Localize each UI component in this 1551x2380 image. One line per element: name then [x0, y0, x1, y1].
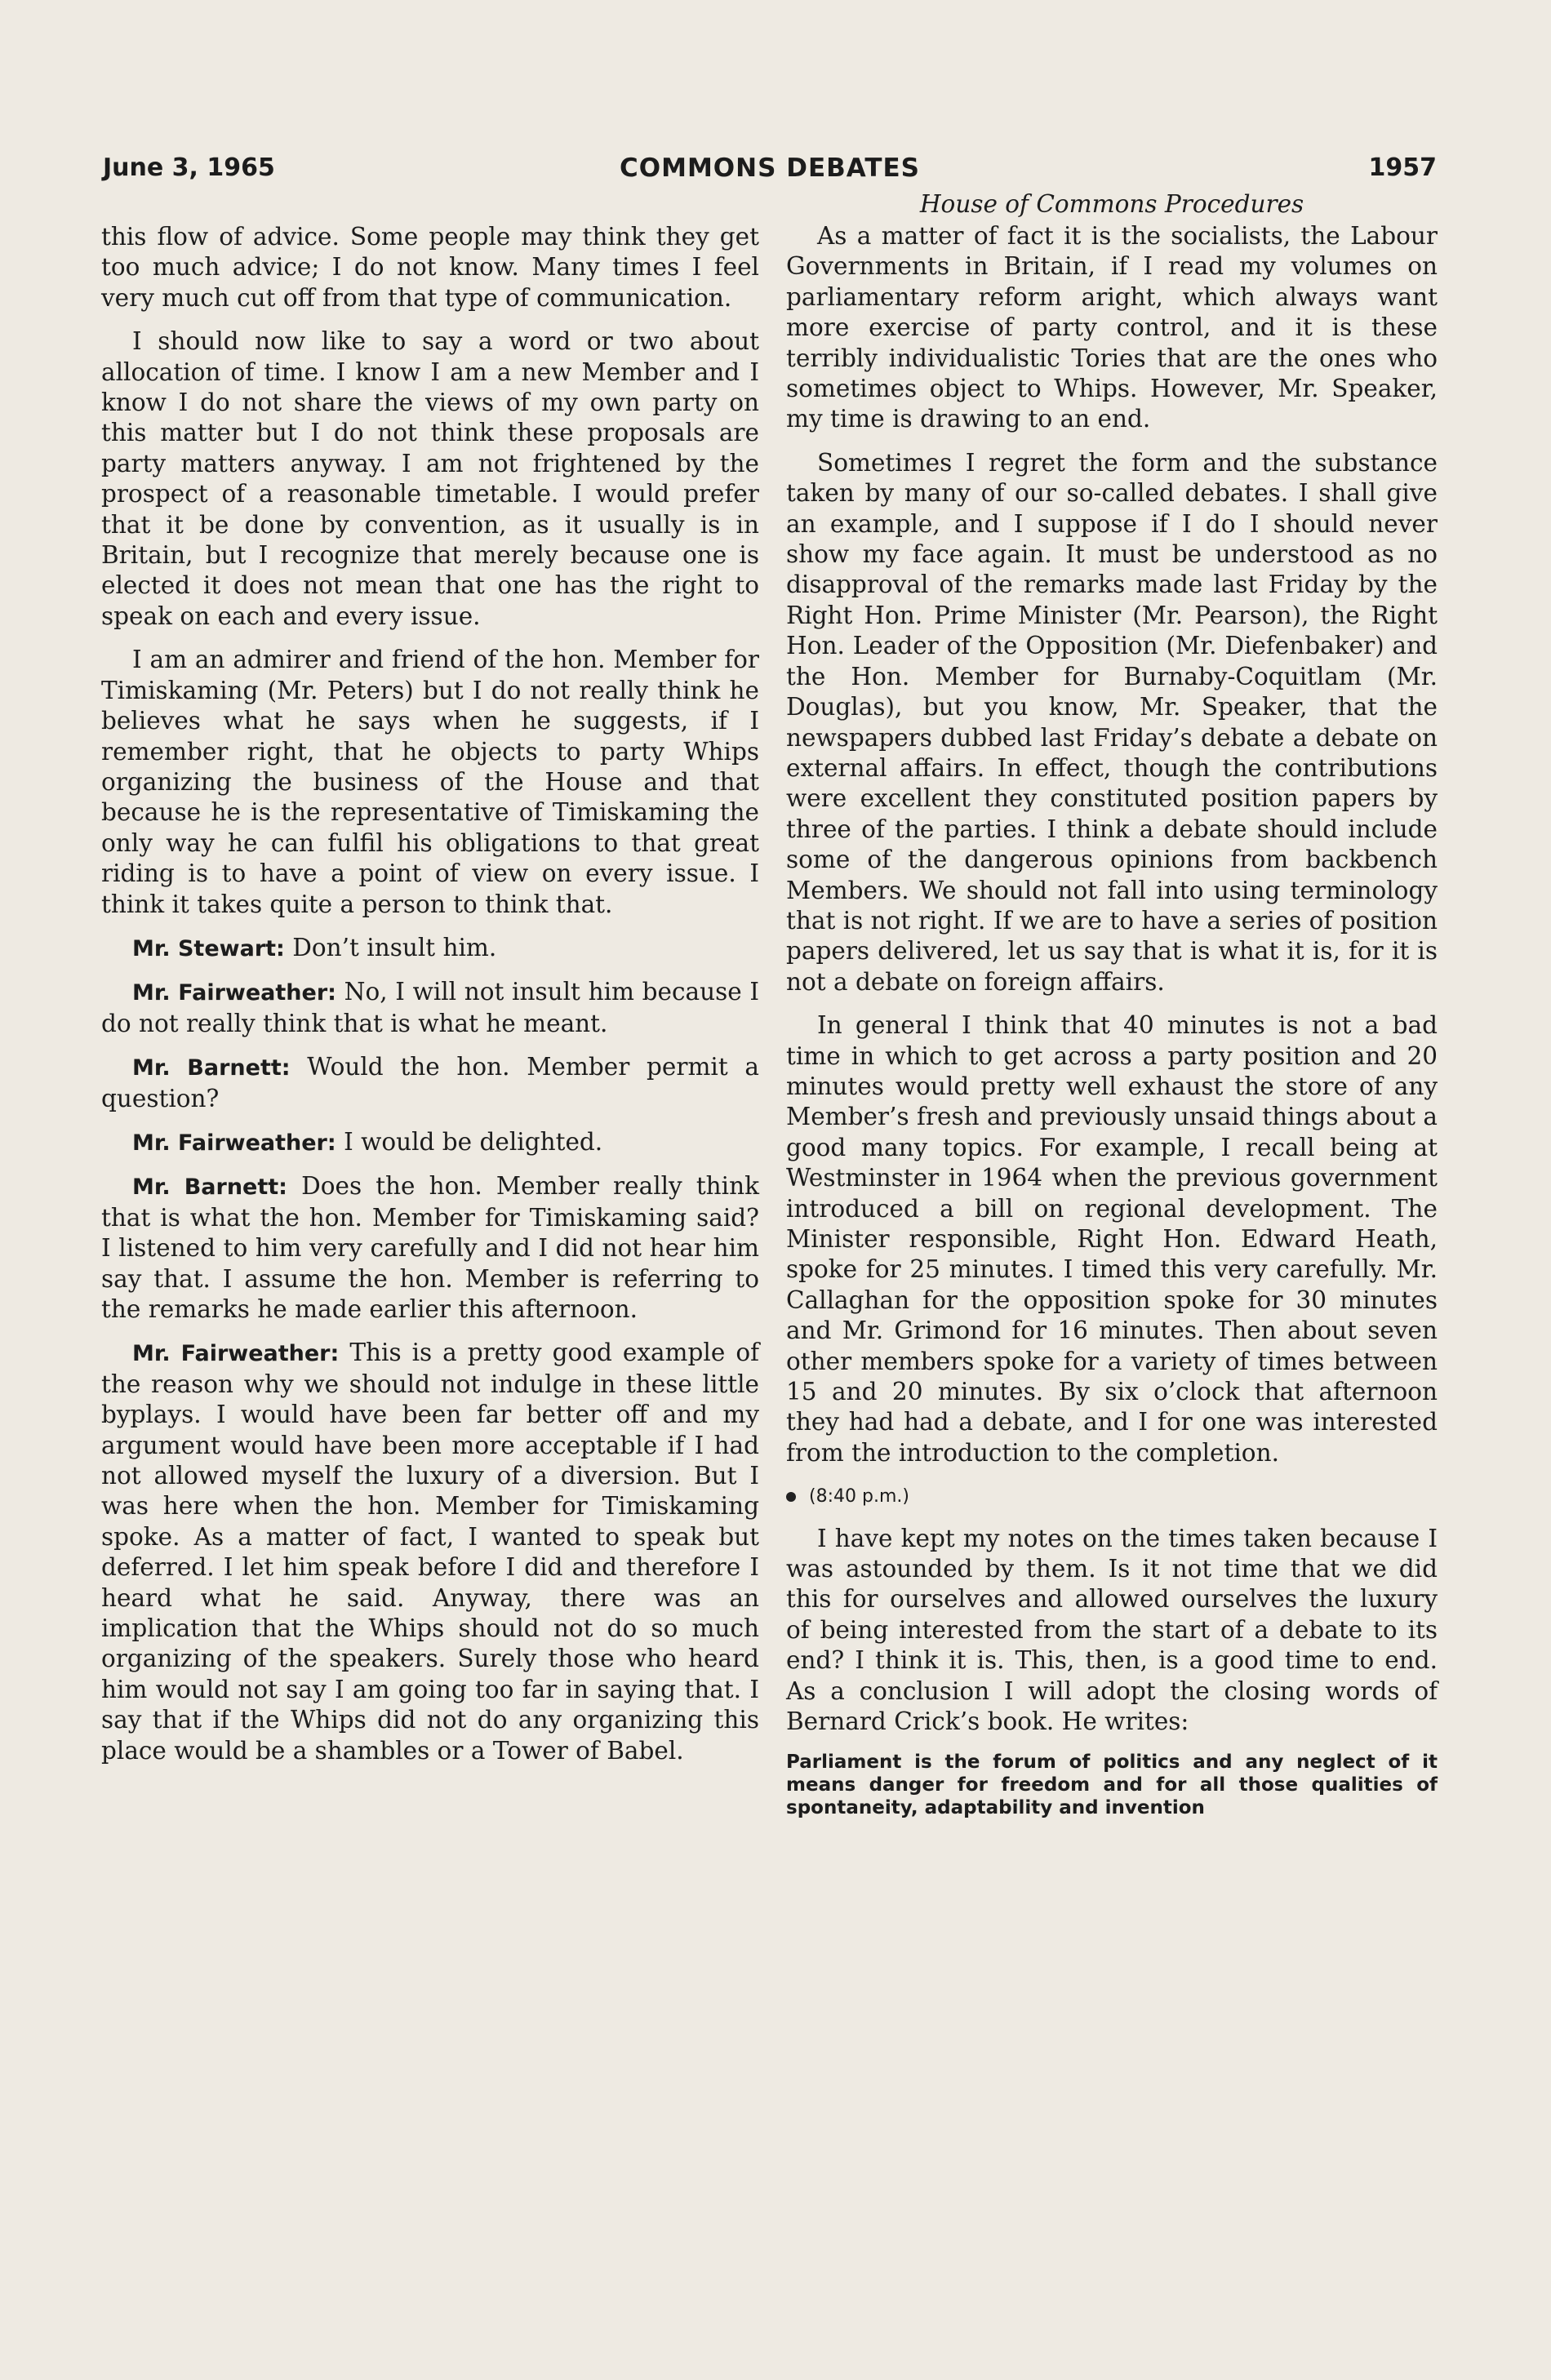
speaker-name: Mr. Fairweather:	[132, 1341, 340, 1367]
left-paragraph-3: I am an admirer and friend of the hon. Member for Timiskaming (Mr. Peters) but I do not really think he believes what he says when he suggests, if I remember right, that he objects to party Whips organizing the business of the House and that because he is the representative of Timiskaming the only way he can fulfil his obligations to that great riding is to have a point of view on every issue. I think it takes quite a person to think that.	[101, 646, 759, 918]
speech-barnett-2	[101, 1171, 759, 1325]
speech-text: Don’t insult him.	[292, 933, 497, 961]
right-column	[786, 189, 1438, 1819]
header-page-number: 1957	[1368, 153, 1437, 182]
speech-text: Would the hon. Member permit a question?	[101, 1053, 759, 1112]
running-head: House of Commons Procedures	[919, 190, 1304, 218]
right-paragraph-1: As a matter of fact it is the socialists, the Labour Governments in Britain, if I read my volumes on parliamentary reform aright, which always want more exercise of party control, and it is these terribly individualistic Tories that are the ones who sometimes object to Whips. However, Mr. Speaker, my time is drawing to an end.	[786, 222, 1438, 433]
speech-text: I would be delighted.	[344, 1127, 603, 1156]
speech-fairweather-3	[101, 1338, 759, 1766]
speech-text: This is a pretty good example of the reason why we should not indulge in these little byplays. I would have been far better off and my argument would have been more acceptable if I had not allowed myself the luxury of a diversion. But I was here when the hon. Member for Timiskaming spoke. As a matter of fact, I wanted to speak but deferred. I let him speak before I did and therefore I heard what he said. Anyway, there was an implication that the Whips should not do so much organizing of the speakers. Surely those who heard him would not say I am going too far in saying that. I say that if the Whips did not do any organizing this place would be a shambles or a Tower of Babel.	[101, 1339, 759, 1765]
right-paragraph-4: I have kept my notes on the times taken because I was astounded by them. Is it not time that we did this for ourselves and allowed ourselves the luxury of being interested from the start of a debate to its end? I think it is. This, then, is a good time to end. As a conclusion I will adopt the closing words of Bernard Crick’s book. He writes:	[786, 1524, 1438, 1736]
bullet-icon	[786, 1492, 796, 1502]
block-quote: Parliament is the forum of politics and any neglect of it means danger for freedom and for all those qualities of spontaneity, adaptability and invention	[786, 1751, 1438, 1818]
speech-text: Does the hon. Member really think that is what the hon. Member for Timiskaming said? I listened to him very carefully and I did not hear him say that. I assume the hon. Member is referring to the remarks he made earlier this afternoon.	[101, 1172, 759, 1323]
header-title: COMMONS DEBATES	[620, 153, 920, 183]
speaker-name: Mr. Stewart:	[132, 935, 285, 961]
time-marker	[786, 1481, 1438, 1512]
right-paragraph-2: Sometimes I regret the form and the substance taken by many of our so-called debates. I shall give an example, and I suppose if I do I should never show my face again. It must be understood as no disapproval of the remarks made last Friday by the Right Hon. Prime Minister (Mr. Pearson), the Right Hon. Leader of the Opposition (Mr. Diefenbaker) and the Hon. Member for Burnaby-Coquitlam (Mr. Douglas), but you know, Mr. Speaker, that the newspapers dubbed last Friday’s debate a debate on external affairs. In effect, though the contributions were excellent they constituted position papers by three of the parties. I think a debate should include some of the dangerous opinions from backbench Members. We should not fall into using terminology that is not right. If we are to have a series of position papers delivered, let us say that is what it is, for it is not a debate on foreign affairs.	[786, 448, 1438, 996]
page-header	[103, 145, 1437, 194]
left-paragraph-2: I should now like to say a word or two about allocation of time. I know I am a new Member and I know I do not share the views of my own party on this matter but I do not think these proposals are party matters anyway. I am not frightened by the prospect of a reasonable timetable. I would prefer that it be done by convention, as it usually is in Britain, but I recognize that merely because one is elected it does not mean that one has the right to speak on each and every issue.	[101, 327, 759, 630]
speech-fairweather-2	[101, 1127, 759, 1158]
speaker-name: Mr. Fairweather:	[132, 980, 336, 1006]
time-marker-text: (8:40 p.m.)	[809, 1486, 909, 1507]
speech-barnett-1	[101, 1052, 759, 1114]
left-column	[101, 222, 759, 1779]
speech-text: No, I will not insult him because I do not really think that is what he meant.	[101, 978, 760, 1037]
left-paragraph-1: this flow of advice. Some people may think they get too much advice; I do not know. Many times I feel very much cut off from that type of communication.	[101, 223, 759, 312]
speaker-name: Mr. Barnett:	[132, 1055, 291, 1081]
speech-fairweather-1	[101, 977, 759, 1039]
speech-stewart	[101, 933, 759, 964]
speaker-name: Mr. Barnett:	[132, 1174, 287, 1201]
header-date: June 3, 1965	[103, 153, 275, 182]
right-paragraph-3: In general I think that 40 minutes is not a bad time in which to get across a party position and 20 minutes would pretty well exhaust the store of any Member’s fresh and previously unsaid things about a good many topics. For example, I recall being at Westminster in 1964 when the previous government introduced a bill on regional development. The Minister responsible, Right Hon. Edward Heath, spoke for 25 minutes. I timed this very carefully. Mr. Callaghan for the opposition spoke for 30 minutes and Mr. Grimond for 16 minutes. Then about seven other members spoke for a variety of times between 15 and 20 minutes. By six o’clock that afternoon they had had a debate, and I for one was interested from the introduction to the completion.	[786, 1011, 1438, 1467]
speaker-name: Mr. Fairweather:	[132, 1130, 336, 1156]
